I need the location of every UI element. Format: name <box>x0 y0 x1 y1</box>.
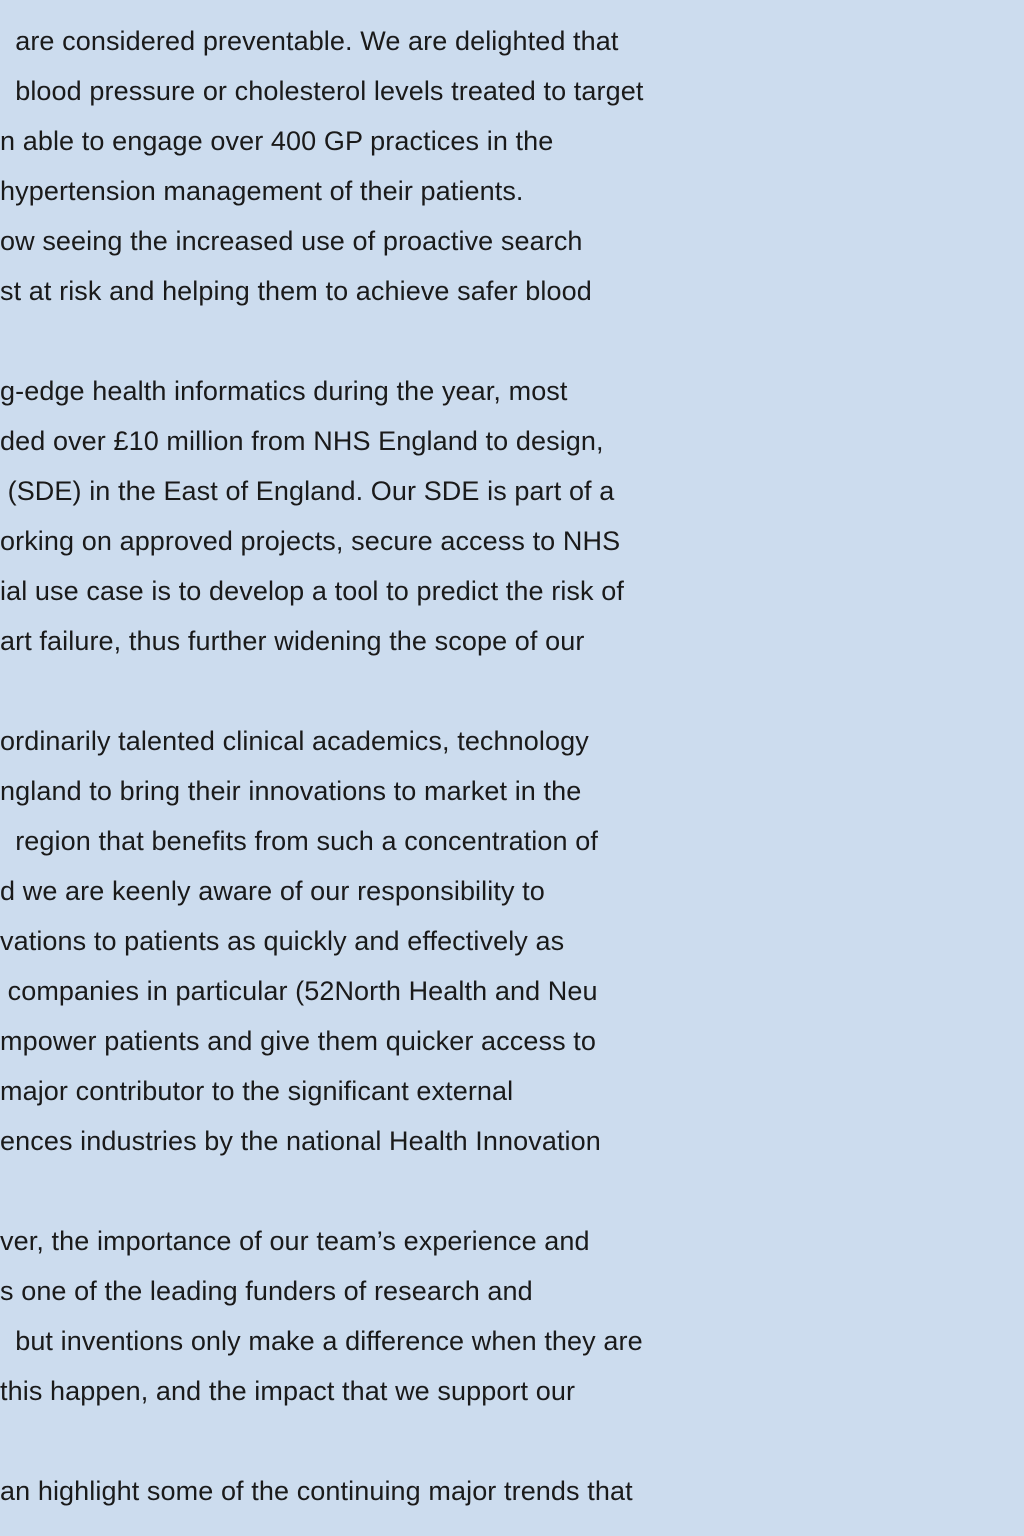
text-line: but inventions only make a difference when they are <box>0 1326 643 1356</box>
text-line: an highlight some of the continuing major trends that <box>0 1476 633 1506</box>
text-line: are considered preventable. We are delighted that <box>0 26 619 56</box>
text-line: ow seeing the increased use of proactive search <box>0 226 583 256</box>
text-line: vations to patients as quickly and effectively as <box>0 926 565 956</box>
text-line: region that benefits from such a concentration of <box>0 826 598 856</box>
text-line: mpower patients and give them quicker access to <box>0 1026 596 1056</box>
text-line: st at risk and helping them to achieve safer blood <box>0 276 592 306</box>
text-line: (SDE) in the East of England. Our SDE is part of a <box>0 476 615 506</box>
text-line: d we are keenly aware of our responsibility to <box>0 876 545 906</box>
text-line: ngland to bring their innovations to market in the <box>0 776 582 806</box>
text-line: g-edge health informatics during the year, most <box>0 376 568 406</box>
text-line: ded over £10 million from NHS England to design, <box>0 426 604 456</box>
text-line: ences industries by the national Health Innovation <box>0 1126 601 1156</box>
text-line: ial use case is to develop a tool to predict the risk of <box>0 576 624 606</box>
text-line: ver, the importance of our team’s experience and <box>0 1226 590 1256</box>
text-line: s one of the leading funders of research and <box>0 1276 533 1306</box>
text-line: n able to engage over 400 GP practices in the <box>0 126 554 156</box>
text-line: companies in particular (52North Health and Neu <box>0 976 598 1006</box>
text-line: major contributor to the significant external <box>0 1076 514 1106</box>
text-line: orking on approved projects, secure access to NHS <box>0 526 621 556</box>
text-line: ordinarily talented clinical academics, technology <box>0 726 589 756</box>
text-line: this happen, and the impact that we support our <box>0 1376 576 1406</box>
text-line: blood pressure or cholesterol levels treated to target <box>0 76 644 106</box>
text-line: art failure, thus further widening the scope of our <box>0 626 585 656</box>
text-line: hypertension management of their patients. <box>0 176 524 206</box>
